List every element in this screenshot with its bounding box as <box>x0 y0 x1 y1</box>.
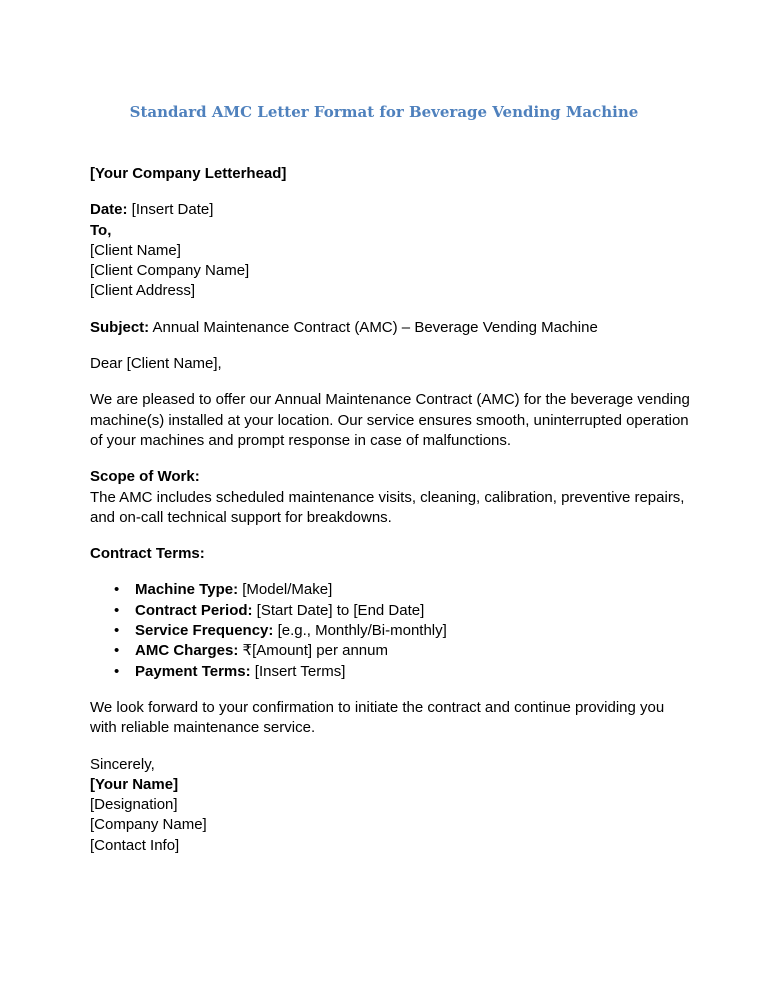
term-value: [e.g., Monthly/Bi-monthly] <box>273 622 447 640</box>
list-item <box>90 641 690 661</box>
term-value: [Start Date] to [End Date] <box>252 601 425 619</box>
term-label: Machine Type: <box>135 581 239 599</box>
subject-line <box>90 318 690 338</box>
client-company: [Client Company Name] <box>90 262 250 280</box>
contact-info: [Contact Info] <box>90 836 180 854</box>
list-item <box>90 601 690 621</box>
terms-list <box>90 580 690 681</box>
term-value: [Insert Terms] <box>250 662 346 680</box>
term-label: Service Frequency: <box>135 622 274 640</box>
client-address: [Client Address] <box>90 282 196 300</box>
to-label: To, <box>90 221 112 239</box>
term-value: ₹[Amount] per annum <box>238 642 388 660</box>
client-name: [Client Name] <box>90 241 181 259</box>
list-item <box>90 662 690 682</box>
subject-value: Annual Maintenance Contract (AMC) – Beverage Vending Machine <box>149 318 598 336</box>
your-name: [Your Name] <box>90 775 179 793</box>
term-value: [Model/Make] <box>238 581 333 599</box>
list-item <box>90 621 690 641</box>
terms-heading: Contract Terms: <box>90 545 205 563</box>
salutation: Dear [Client Name], <box>90 355 222 373</box>
term-label: Contract Period: <box>135 601 253 619</box>
signoff: Sincerely, <box>90 755 155 773</box>
date-label: Date: <box>90 201 128 219</box>
closing-paragraph: We look forward to your confirmation to initiate the contract and continue providing you with reliable maintenance service. <box>90 698 665 737</box>
intro-paragraph: We are pleased to offer our Annual Maintenance Contract (AMC) for the beverage vending machine(s) installed at your location. Our service ensures smooth, uninterrupted operation of your machines and prompt response in case of malfunctions. <box>90 391 690 449</box>
date-line <box>90 200 690 220</box>
designation: [Designation] <box>90 796 178 814</box>
term-label: AMC Charges: <box>135 642 239 660</box>
company-name: [Company Name] <box>90 816 207 834</box>
list-item <box>90 580 690 600</box>
date-value: [Insert Date] <box>127 201 214 219</box>
scope-text: The AMC includes scheduled maintenance visits, cleaning, calibration, preventive repairs, and on-call technical support for breakdowns. <box>90 488 685 526</box>
letterhead: [Your Company Letterhead] <box>90 165 287 182</box>
document-title: Standard AMC Letter Format for Beverage Vending Machine <box>129 103 639 121</box>
term-label: Payment Terms: <box>135 662 251 680</box>
scope-heading: Scope of Work: <box>90 468 200 486</box>
letter-body <box>90 164 690 856</box>
subject-label: Subject: <box>90 318 150 336</box>
